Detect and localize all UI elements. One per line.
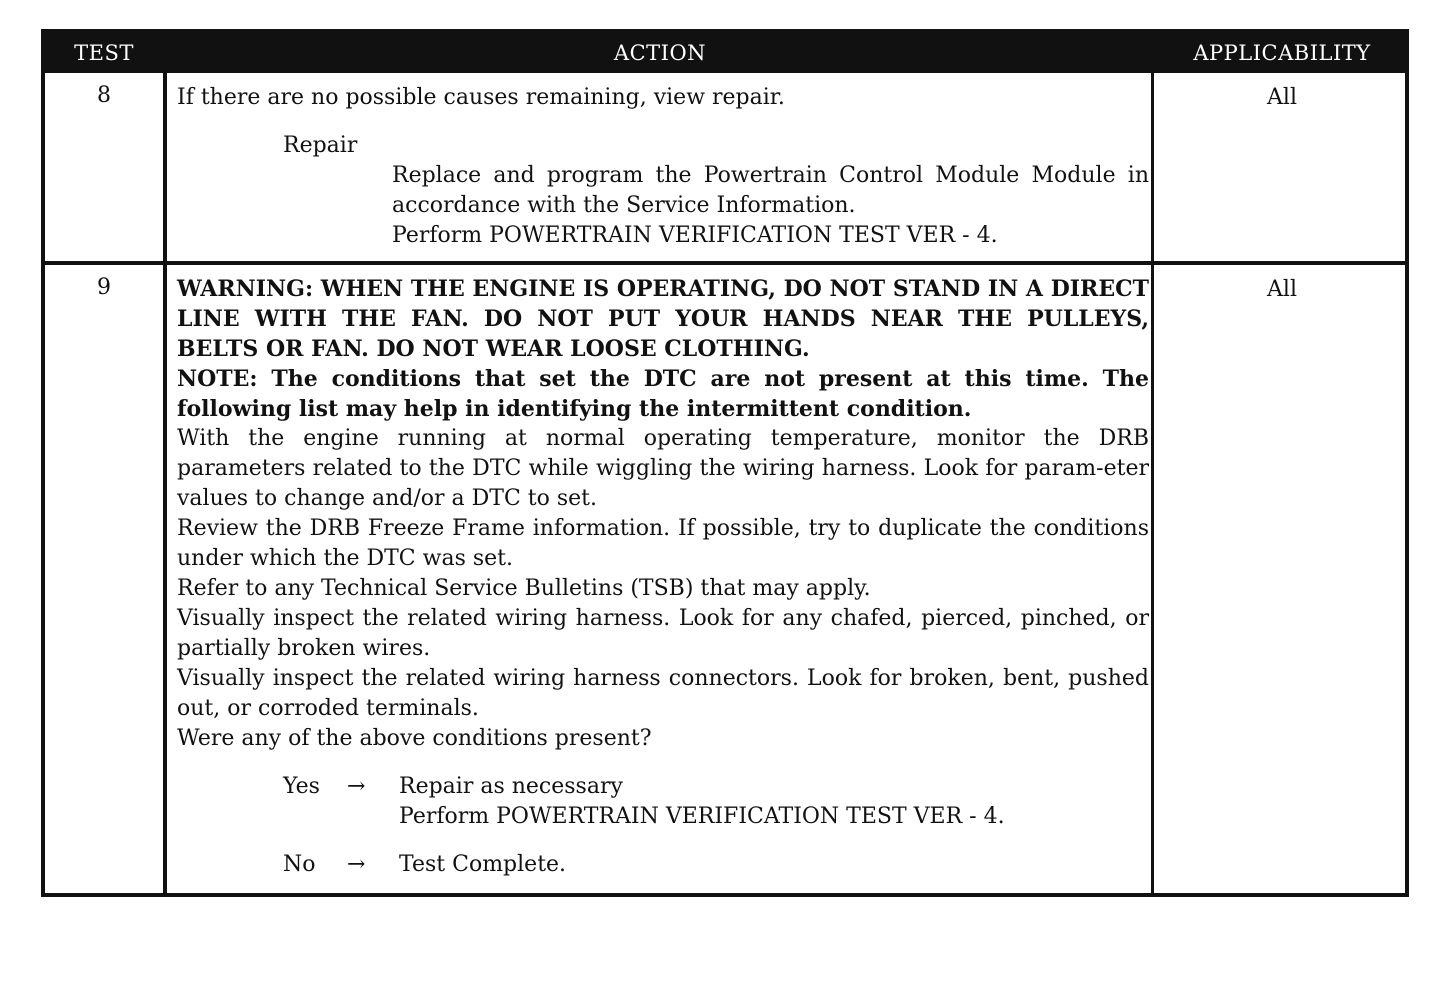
- arrow-right-icon: →: [347, 774, 366, 799]
- action-paragraph: Visually inspect the related wiring harness connectors. Look for broken, bent, pushed out, or corroded terminals.: [177, 666, 1149, 721]
- no-label: No: [283, 852, 316, 877]
- header-test: TEST: [74, 41, 134, 65]
- action-paragraph: Refer to any Technical Service Bulletins (TSB) that may apply.: [177, 576, 871, 601]
- header-applicability: APPLICABILITY: [1193, 41, 1371, 65]
- action-paragraph: Visually inspect the related wiring harness. Look for any chafed, pierced, pinched, or partially broken wires.: [177, 606, 1149, 661]
- yes-label: Yes: [283, 774, 320, 799]
- column-divider: [163, 33, 167, 893]
- table-header: [45, 33, 1405, 73]
- yes-outcome: Perform POWERTRAIN VERIFICATION TEST VER - 4.: [399, 804, 1005, 829]
- applicability-value: All: [1267, 277, 1297, 302]
- action-cell: [177, 274, 1149, 880]
- no-branch: [283, 850, 1149, 880]
- applicability-value: All: [1267, 85, 1297, 110]
- yes-outcome: Repair as necessary: [399, 774, 623, 799]
- test-number: 9: [97, 275, 111, 300]
- column-divider: [1151, 33, 1154, 893]
- action-intro: If there are no possible causes remaining, view repair.: [177, 85, 785, 110]
- action-cell: [177, 83, 1149, 251]
- repair-instruction: Perform POWERTRAIN VERIFICATION TEST VER - 4.: [392, 223, 998, 248]
- repair-instruction: Replace and program the Powertrain Control Module Module in accordance with the Service Information.: [392, 163, 1149, 218]
- warning-text: WARNING: WHEN THE ENGINE IS OPERATING, DO NOT STAND IN A DIRECT LINE WITH THE FAN. DO NOT PUT YOUR HANDS NEAR THE PULLEYS, BELTS OR FAN. DO NOT WEAR LOOSE CLOTHING.: [177, 276, 1149, 362]
- test-number: 8: [97, 83, 111, 108]
- action-paragraph: With the engine running at normal operating temperature, monitor the DRB parameters related to the DTC while wiggling the wiring harness. Look for param-eter values to change and/or a DTC to set.: [177, 426, 1149, 511]
- yes-branch: [283, 772, 1149, 802]
- action-paragraph: Review the DRB Freeze Frame information. If possible, try to duplicate the conditions under which the DTC was set.: [177, 516, 1149, 571]
- repair-label: Repair: [283, 133, 358, 158]
- row-divider: [45, 261, 1405, 265]
- note-text: NOTE: The conditions that set the DTC are not present at this time. The following list may help in identifying the intermittent condition.: [177, 366, 1149, 422]
- action-question: Were any of the above conditions present?: [177, 726, 652, 751]
- diagnostic-table: [41, 29, 1409, 897]
- arrow-right-icon: →: [347, 852, 366, 877]
- no-outcome: Test Complete.: [399, 852, 567, 877]
- header-action: ACTION: [613, 41, 707, 65]
